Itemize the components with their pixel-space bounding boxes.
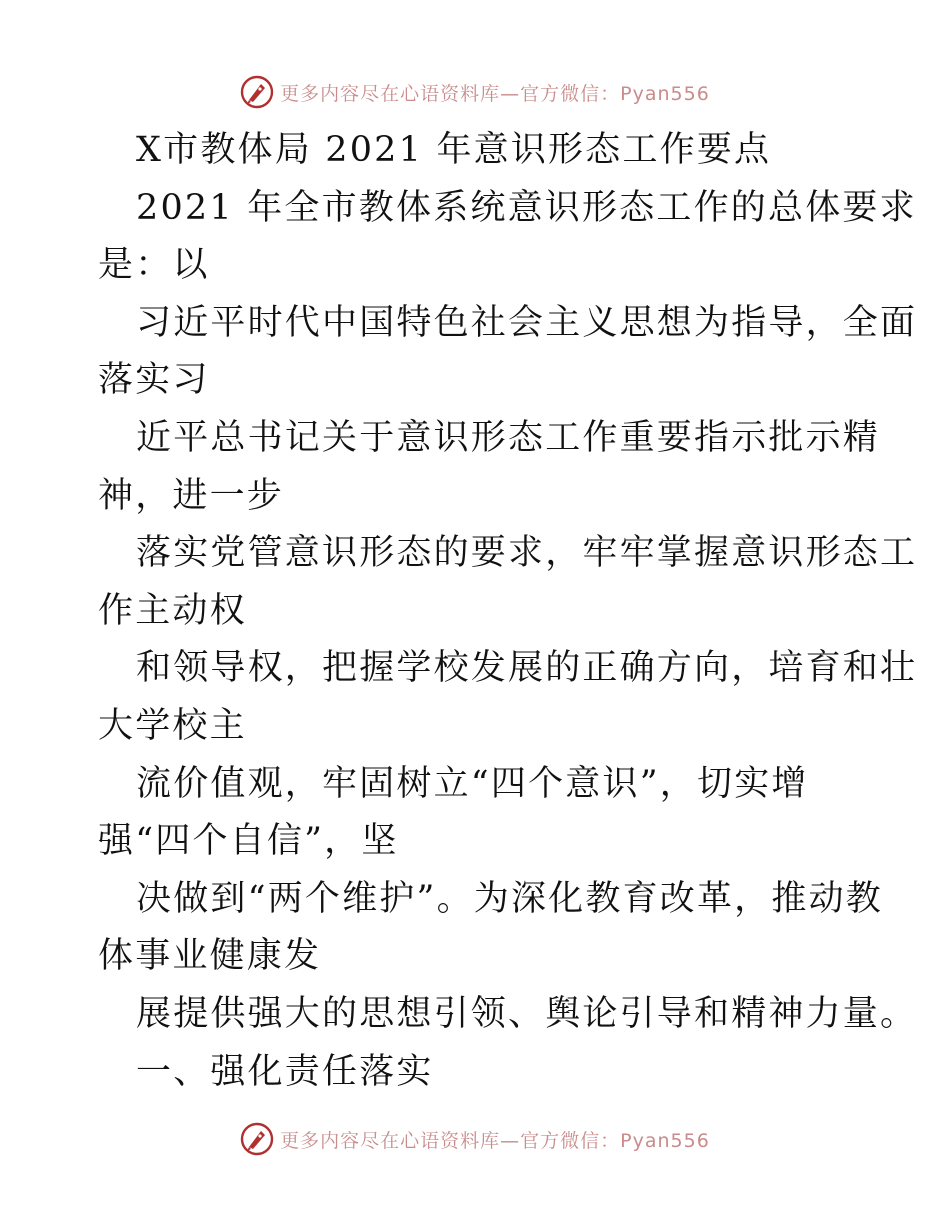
paragraph-line: 展提供强大的思想引领、舆论引导和精神力量。 — [136, 993, 918, 1034]
paragraph-line: 2021 年全市教体系统意识形态工作的总体要求 — [136, 187, 917, 228]
watermark-text: 更多内容尽在心语资料库—官方微信：Pyan556 — [280, 1129, 710, 1152]
paragraph-line: 体事业健康发 — [98, 936, 322, 977]
paragraph-line: 落实党管意识形态的要求，牢牢掌握意识形态工 — [136, 533, 918, 574]
paragraph-line: 神，进一步 — [98, 475, 285, 516]
pen-nib-logo-icon — [240, 75, 274, 109]
paragraph-line: 作主动权 — [98, 590, 247, 631]
paragraph-line: 流价值观，牢固树立“四个意识”，切实增 — [136, 763, 809, 804]
watermark-banner-top — [0, 70, 950, 114]
paragraph-line: 习近平时代中国特色社会主义思想为指导，全面 — [136, 302, 918, 343]
paragraph-line: 近平总书记关于意识形态工作重要指示批示精 — [136, 417, 881, 458]
document-body — [98, 122, 918, 1101]
paragraph-line: 和领导权，把握学校发展的正确方向，培育和壮 — [136, 648, 918, 689]
pen-nib-logo-icon — [240, 1122, 274, 1156]
watermark-banner-bottom — [0, 1117, 950, 1161]
paragraph-line: 决做到“两个维护”。为深化教育改革，推动教 — [136, 878, 883, 919]
paragraph-line: 是：以 — [98, 245, 210, 286]
paragraph-line: 强“四个自信”，坚 — [98, 821, 399, 862]
document-title: X市教体局 2021 年意识形态工作要点 — [136, 130, 772, 170]
section-heading: 一、强化责任落实 — [136, 1051, 434, 1092]
paragraph-line: 落实习 — [98, 360, 210, 401]
watermark-text: 更多内容尽在心语资料库—官方微信：Pyan556 — [280, 82, 710, 105]
paragraph-line: 大学校主 — [98, 705, 247, 746]
